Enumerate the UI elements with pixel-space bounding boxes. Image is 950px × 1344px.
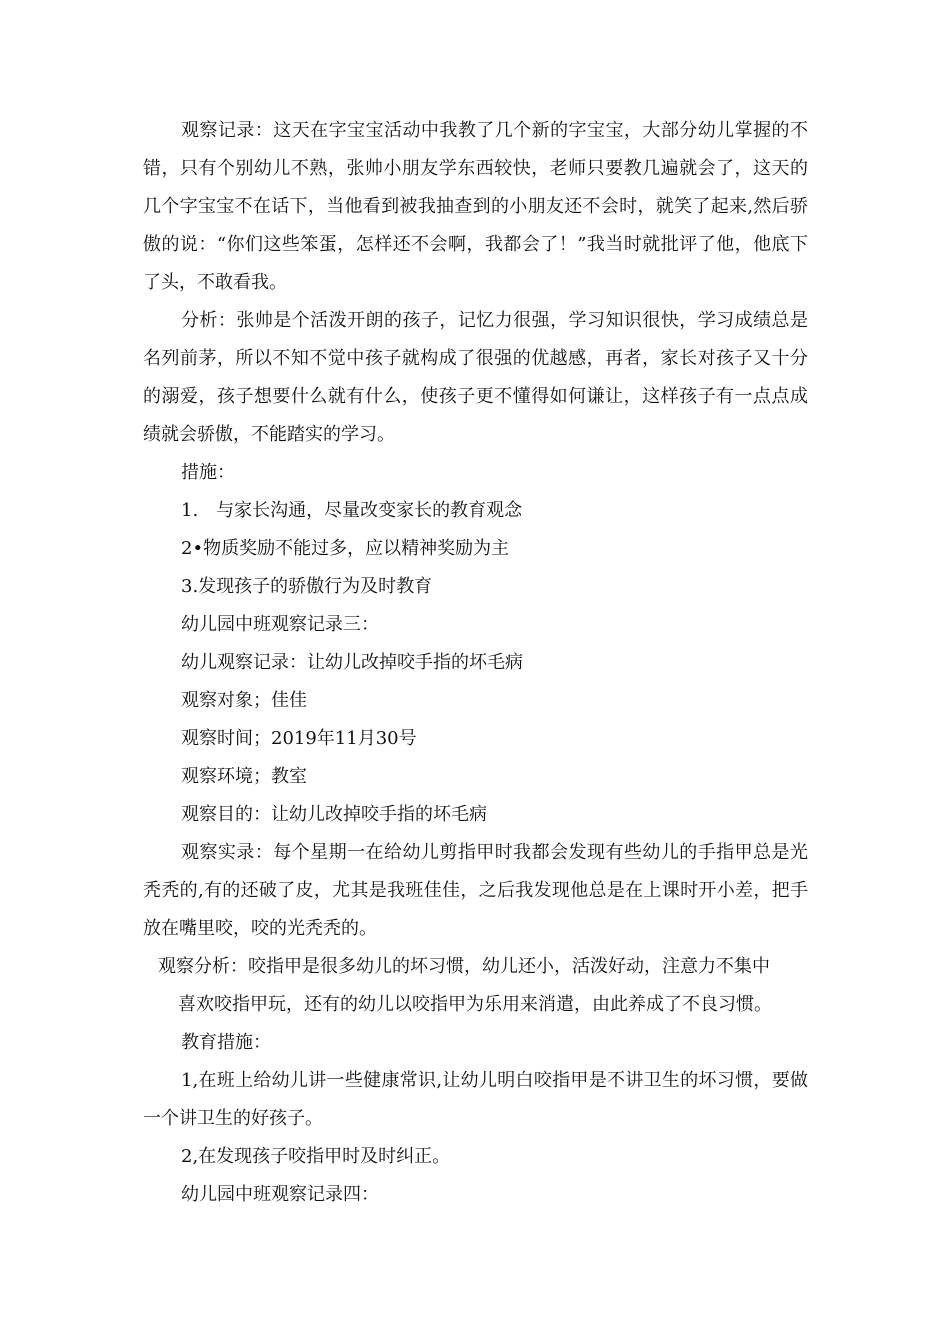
paragraph-education-measures-heading: 教育措施：: [181, 1032, 271, 1053]
paragraph-education-measure-1: 1,在班上给幼儿讲一些健康常识,让幼儿明白咬指甲是不讲卫生的坏习惯，要做一个讲卫生的好孩子。: [143, 1070, 808, 1129]
paragraph-observation-record: 观察记录：这天在字宝宝活动中我教了几个新的字宝宝，大部分幼儿掌握的不错，只有个别幼儿不熟，张帅小朋友学东西较快，老师只要教几遍就会了，这天的几个字宝宝不在话下，当他看到被我抽查到的小朋友还不会时，就笑了起来,然后骄傲的说：“你们这些笨蛋，怎样还不会啊，我都会了！”我当时就批评了他，他底下了头，不敢看我。: [143, 120, 808, 293]
paragraph-measures-heading: 措施：: [181, 462, 235, 483]
paragraph-record-four-heading: 幼儿园中班观察记录四：: [181, 1184, 379, 1205]
paragraph-observation-goal: 观察目的：让幼儿改掉咬手指的坏毛病: [181, 804, 487, 825]
paragraph-observation-subject: 观察对象；佳佳: [181, 690, 307, 711]
paragraph-observation-environment: 观察环境；教室: [181, 766, 307, 787]
paragraph-measure-1: 1. 与家长沟通，尽量改变家长的教育观念: [181, 500, 523, 521]
paragraph-observation-analysis: 观察分析：咬指甲是很多幼儿的坏习惯，幼儿还小，活泼好动，注意力不集中: [158, 956, 770, 977]
paragraph-education-measure-2: 2,在发现孩子咬指甲时及时纠正。: [181, 1146, 451, 1167]
paragraph-observation-time: 观察时间；2019年11月30号: [181, 728, 417, 749]
paragraph-record-title: 幼儿观察记录：让幼儿改掉咬手指的坏毛病: [181, 652, 523, 673]
paragraph-record-three-heading: 幼儿园中班观察记录三：: [181, 614, 379, 635]
paragraph-analysis: 分析：张帅是个活泼开朗的孩子，记忆力很强，学习知识很快，学习成绩总是名列前茅，所以不知不觉中孩子就构成了很强的优越感，再者，家长对孩子又十分的溺爱，孩子想要什么就有什么，使孩子更不懂得如何谦让，这样孩子有一点点成绩就会骄傲，不能踏实的学习。: [143, 310, 808, 445]
paragraph-measure-3: 3.发现孩子的骄傲行为及时教育: [181, 576, 433, 597]
paragraph-observation-actual: 观察实录：每个星期一在给幼儿剪指甲时我都会发现有些幼儿的手指甲总是光秃秃的,有的还破了皮，尤其是我班佳佳，之后我发现他总是在上课时开小差，把手放在嘴里咬，咬的光秃秃的。: [143, 842, 808, 939]
paragraph-measure-2: 2•物质奖励不能过多，应以精神奖励为主: [181, 538, 510, 559]
paragraph-observation-analysis-cont: 喜欢咬指甲玩，还有的幼儿以咬指甲为乐用来消遣，由此养成了不良习惯。: [178, 994, 772, 1015]
